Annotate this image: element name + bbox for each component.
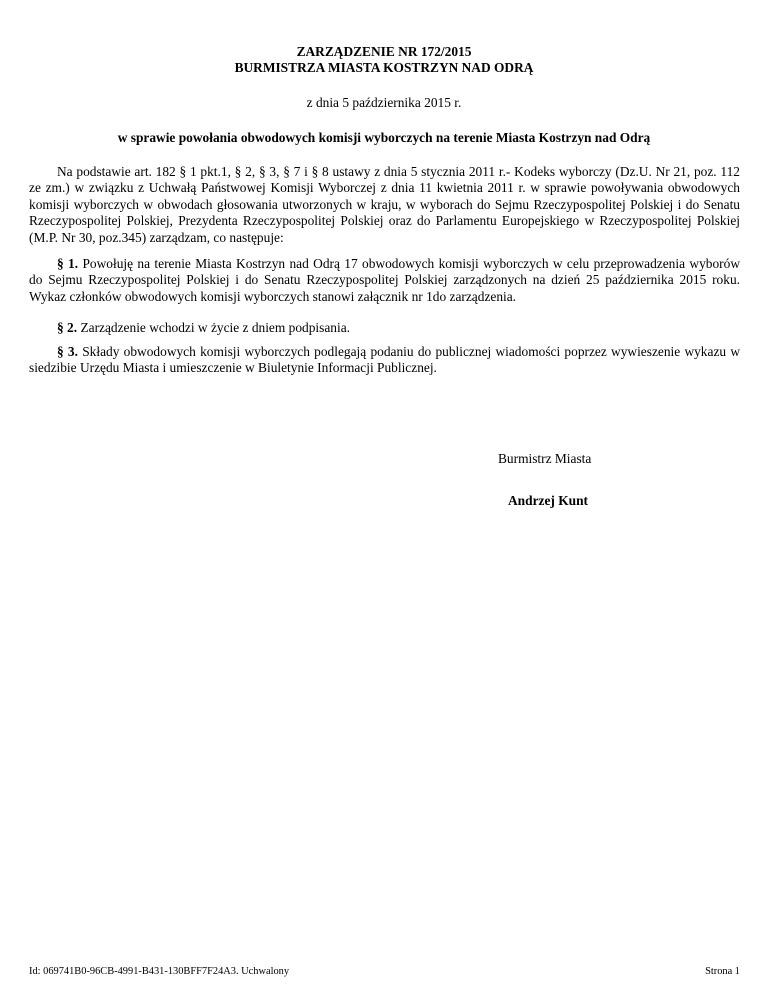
section-1-paragraph <box>29 256 740 305</box>
signature-role: Burmistrz Miasta <box>498 451 592 466</box>
document-date: z dnia 5 października 2015 r. <box>306 95 462 110</box>
section-3-text: Składy obwodowych komisji wyborczych podlegają podaniu do publicznej wiadomości poprzez wywieszenie wykazu w siedzibie Urzędu Miasta i umieszczenie w Biuletynie Informacji Publicznej. <box>29 344 740 376</box>
section-2-mark: § 2. <box>57 320 78 335</box>
document-title-line2: BURMISTRZA MIASTA KOSTRZYN NAD ODRĄ <box>234 60 534 75</box>
intro-paragraph: Na podstawie art. 182 § 1 pkt.1, § 2, § 3, § 7 i § 8 ustawy z dnia 5 stycznia 2011 r.- Kodeks wyborczy (Dz.U. Nr 21, poz. 112 ze zm.) w związku z Uchwałą Państwowej Komisji Wyborczej z dnia 11 kwietnia 2011 r. w sprawie powoływania obwodowych komisji wyborczych w obwodach głosowania utworzonych w kraju, w wyborach do Sejmu Rzeczypospolitej Polskiej i do Senatu Rzeczypospolitej Polskiej, Prezydenta Rzeczypospolitej Polskiej oraz do Parlamentu Europejskiego w Rzeczypospolitej Polskiej (M.P. Nr 30, poz.345) zarządzam, co następuje: <box>29 164 740 245</box>
document-subject: w sprawie powołania obwodowych komisji wyborczych na terenie Miasta Kostrzyn nad Odrą <box>117 130 651 145</box>
section-3-paragraph <box>29 344 740 377</box>
footer-document-id: Id: 069741B0-96CB-4991-B431-130BFF7F24A3. Uchwalony <box>29 966 290 977</box>
section-2-paragraph <box>29 320 740 336</box>
signature-name: Andrzej Kunt <box>508 493 588 508</box>
document-title-line1: ZARZĄDZENIE NR 172/2015 <box>296 44 472 59</box>
footer-page-number: Strona 1 <box>705 966 740 977</box>
section-1-mark: § 1. <box>57 256 79 271</box>
section-1-text: Powołuję na terenie Miasta Kostrzyn nad Odrą 17 obwodowych komisji wyborczych w celu przeprowadzenia wyborów do Sejmu Rzeczypospolitej Polskiej i do Senatu Rzeczypospolitej Polskiej zarządzonych na dzień 25 października 2015 roku. Wykaz członków obwodowych komisji wyborczych stanowi załącznik nr 1do zarządzenia. <box>29 256 740 304</box>
section-2-text: Zarządzenie wchodzi w życie z dniem podpisania. <box>80 320 351 335</box>
section-3-mark: § 3. <box>57 344 78 359</box>
